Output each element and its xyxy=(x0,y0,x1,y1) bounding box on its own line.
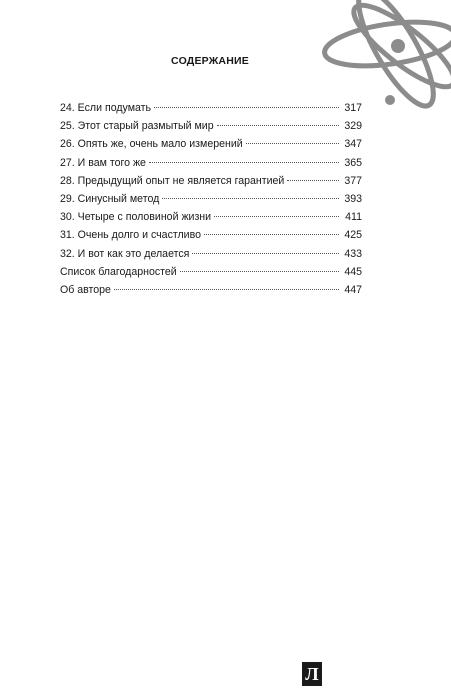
toc-entry-label: 30. Четыре с половиной жизни xyxy=(60,211,212,224)
dot-leader xyxy=(162,198,339,199)
table-of-contents xyxy=(60,99,362,299)
page-title: СОДЕРЖАНИЕ xyxy=(171,55,249,67)
dot-leader xyxy=(214,216,339,217)
dot-leader xyxy=(287,180,339,181)
toc-entry[interactable] xyxy=(60,154,362,172)
publisher-logo xyxy=(302,662,322,686)
toc-entry[interactable] xyxy=(60,190,362,208)
toc-entry-label: 31. Очень долго и счастливо xyxy=(60,229,201,242)
toc-entry[interactable] xyxy=(60,135,362,153)
toc-entry-label: 28. Предыдущий опыт не является гарантией xyxy=(60,174,285,187)
toc-entry[interactable] xyxy=(60,172,362,190)
toc-entry[interactable] xyxy=(60,99,362,117)
toc-entry[interactable] xyxy=(60,263,362,281)
toc-entry-label: 26. Опять же, очень мало измерений xyxy=(60,138,243,151)
dot-leader xyxy=(149,162,339,163)
toc-entry-page: 365 xyxy=(344,156,362,169)
toc-entry-page: 393 xyxy=(344,192,362,205)
dot-leader xyxy=(180,271,339,272)
toc-entry-label: 29. Синусный метод xyxy=(60,192,160,205)
dot-leader xyxy=(246,143,339,144)
toc-entry-page: 347 xyxy=(344,138,362,151)
dot-leader xyxy=(192,253,339,254)
dot-leader xyxy=(114,289,339,290)
toc-entry-label: Список благодарностей xyxy=(60,265,177,278)
toc-entry-page: 377 xyxy=(344,174,362,187)
toc-entry[interactable] xyxy=(60,226,362,244)
toc-entry-label: 32. И вот как это делается xyxy=(60,247,190,260)
toc-entry-label: 27. И вам того же xyxy=(60,156,146,169)
toc-entry-page: 433 xyxy=(344,247,362,260)
toc-entry[interactable] xyxy=(60,208,362,226)
toc-entry-label: Об авторе xyxy=(60,283,111,296)
toc-entry-page: 445 xyxy=(344,265,362,278)
toc-entry[interactable] xyxy=(60,281,362,299)
publisher-logo-letter: Л xyxy=(305,664,319,684)
toc-entry-page: 425 xyxy=(344,229,362,242)
toc-entry-page: 411 xyxy=(345,211,362,224)
toc-entry-page: 329 xyxy=(344,120,362,133)
toc-entry[interactable] xyxy=(60,117,362,135)
dot-leader xyxy=(154,107,339,108)
dot-leader xyxy=(217,125,339,126)
toc-entry-page: 317 xyxy=(344,102,362,114)
toc-entry-label: 24. Если подумать xyxy=(60,102,152,114)
toc-entry[interactable] xyxy=(60,245,362,263)
toc-entry-page: 447 xyxy=(344,283,362,296)
dot-leader xyxy=(204,234,339,235)
toc-entry-label: 25. Этот старый размытый мир xyxy=(60,120,214,133)
